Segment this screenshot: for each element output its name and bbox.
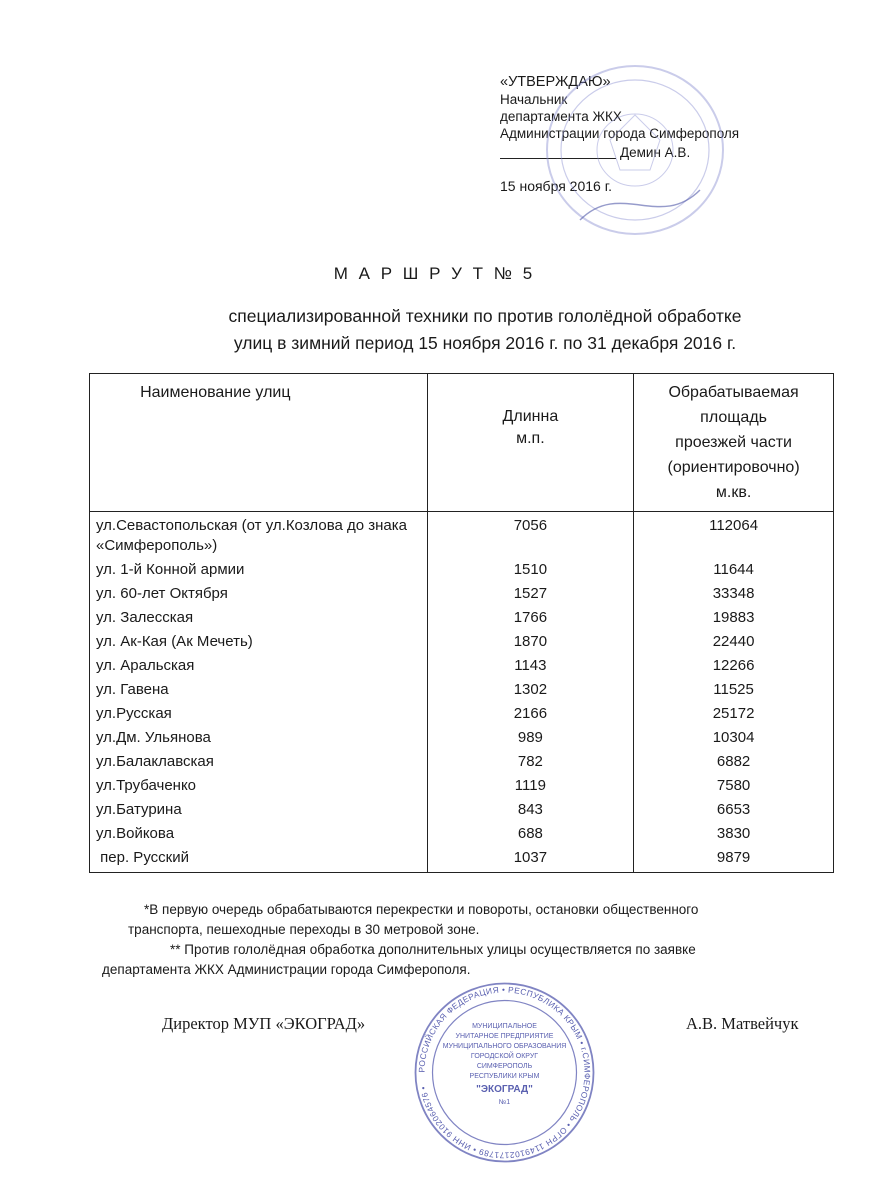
approval-line: Начальник [500,92,568,107]
street-name: ул.Трубаченко [90,774,428,798]
street-length: 1037 [427,846,634,873]
table-row [90,512,834,559]
table-header-row [90,374,834,512]
table-row [90,582,834,606]
organization-stamp [412,980,597,1165]
stamp-line: ГОРОДСКОЙ ОКРУГ [470,1053,539,1060]
street-area: 6882 [634,750,834,774]
route-title: М А Р Ш Р У Т № 5 [333,264,536,283]
table-row [90,798,834,822]
street-length: 1510 [427,558,634,582]
stamp-line: МУНИЦИПАЛЬНОЕ [472,1023,537,1030]
header-area-line: м.кв. [715,484,752,501]
note-1-cont: транспорта, пешеходные переходы в 30 метровой зоне. [128,922,480,937]
approval-signer: Демин А.В. [620,145,691,160]
note-1: *В первую очередь обрабатываются перекрестки и повороты, остановки общественного [144,902,699,917]
stamp-line: №1 [498,1099,511,1106]
stamp-line: РЕСПУБЛИКИ КРЫМ [469,1073,540,1080]
street-name: ул. Залесская [90,606,428,630]
note-2: ** Против гололёдная обработка дополнительных улицы осуществляется по заявке [170,942,696,957]
route-subtitle-line: специализированной техники по против гололёдной обработке [228,306,742,326]
street-name: ул.Русская [90,702,428,726]
street-length: 1119 [427,774,634,798]
street-name: ул.Батурина [90,798,428,822]
route-subtitle [140,303,830,357]
street-length: 1302 [427,678,634,702]
street-length: 1527 [427,582,634,606]
street-area: 112064 [634,512,834,559]
header-area [634,374,834,512]
street-area: 19883 [634,606,834,630]
stamp-ring-text: РОССИЙСКАЯ ФЕДЕРАЦИЯ • РЕСПУБЛИКА КРЫМ • г.СИМФЕРОПОЛЬ • ОГРН 1149102171789 • ИНН 9102064576 • [416,984,593,1161]
street-name: пер. Русский [90,846,428,873]
street-name: ул. 60-лет Октября [90,582,428,606]
street-area: 10304 [634,726,834,750]
table-row [90,822,834,846]
approval-stamp [540,60,730,240]
note-2-cont: департамента ЖКХ Администрации города Симферополя. [102,962,471,977]
street-area: 12266 [634,654,834,678]
street-area: 6653 [634,798,834,822]
street-name: ул.Дм. Ульянова [90,726,428,750]
street-length: 2166 [427,702,634,726]
table-row [90,750,834,774]
stamp-line: "ЭКОГРАД" [476,1084,533,1095]
approval-header: «УТВЕРЖДАЮ» [500,74,611,90]
street-area: 7580 [634,774,834,798]
header-area-line: площадь [700,409,767,426]
approval-line: департамента ЖКХ [500,109,622,124]
table-row [90,606,834,630]
street-area: 9879 [634,846,834,873]
street-area: 33348 [634,582,834,606]
street-name: ул.Балаклавская [90,750,428,774]
table-row [90,678,834,702]
table-row [90,654,834,678]
stamp-line: МУНИЦИПАЛЬНОГО ОБРАЗОВАНИЯ [442,1043,567,1050]
table-row [90,726,834,750]
street-name: ул.Севастопольская (от ул.Козлова до знака «Симферополь») [90,512,428,559]
street-name: ул.Войкова [90,822,428,846]
street-length: 7056 [427,512,634,559]
header-area-line: (ориентировочно) [667,459,800,476]
director-title: Директор МУП «ЭКОГРАД» [162,1014,366,1033]
table-row [90,774,834,798]
street-area: 3830 [634,822,834,846]
header-area-line: проезжей части [675,434,792,451]
street-area: 25172 [634,702,834,726]
header-length-line: м.п. [516,430,545,447]
street-length: 1143 [427,654,634,678]
notes [102,900,798,980]
street-length: 1870 [427,630,634,654]
street-length: 1766 [427,606,634,630]
header-street-name: Наименование улиц [90,374,428,512]
street-area: 11644 [634,558,834,582]
stamp-line: СИМФЕРОПОЛЬ [476,1063,533,1070]
header-area-line: Обрабатываемая [668,384,799,401]
approval-date: 15 ноября 2016 г. [500,178,612,194]
street-name: ул. 1-й Конной армии [90,558,428,582]
route-subtitle-line: улиц в зимний период 15 ноября 2016 г. по 31 декабря 2016 г. [233,333,737,353]
stamp-line: УНИТАРНОЕ ПРЕДПРИЯТИЕ [455,1033,554,1040]
table-row [90,846,834,873]
street-area: 11525 [634,678,834,702]
header-length-line: Длинна [502,408,559,425]
table-row [90,630,834,654]
street-length: 989 [427,726,634,750]
street-area: 22440 [634,630,834,654]
street-name: ул. Аральская [90,654,428,678]
street-length: 843 [427,798,634,822]
street-length: 782 [427,750,634,774]
street-name: ул. Ак-Кая (Ак Мечеть) [90,630,428,654]
approval-line: Администрации города Симферополя [500,126,740,141]
table-row [90,558,834,582]
street-length: 688 [427,822,634,846]
director-signer: А.В. Матвейчук [686,1014,799,1033]
street-name: ул. Гавена [90,678,428,702]
streets-table [89,373,834,873]
header-length [427,374,634,512]
table-row [90,702,834,726]
